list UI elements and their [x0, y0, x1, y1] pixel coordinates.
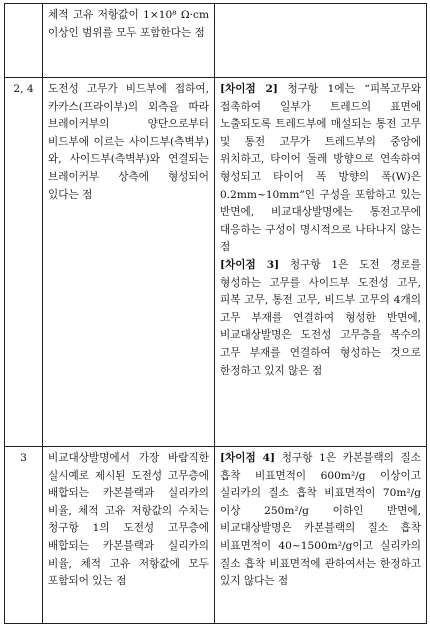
row-number-cell: 2, 4 [5, 78, 43, 447]
difference-paragraph [220, 450, 421, 591]
row-number-cell [5, 4, 43, 78]
similarity-cell: 체적 고유 저항값이 1×10⁸ Ω·cm 이상인 범위를 모두 포함한다는 점 [43, 4, 215, 78]
similarity-cell: 비교대상발명에서 가장 바람직한 실시예로 제시된 도전성 고무층에 배합되는 카본블랙과 실리카의 비율, 체적 고유 저항값의 수치는 청구항 1의 도전성 고무층에 배합되는 카본블랙과 실리카의 비율, 체적 고유 저항값에 모두 포함되어 있는 점 [43, 447, 215, 624]
difference-paragraph [220, 257, 421, 380]
table-row [5, 4, 427, 78]
difference-cell [215, 447, 427, 624]
difference-text: 청구항 1은 카본블랙의 질소 흡착 비표면적이 600m²/g 이상이고 실리카의 질소 흡착 비표면적이 70m²/g 이상 250m²/g 이하인 반면에, 비교대상발명은 카본블랙의 질소 흡착 비표면적이 40~1500m²/g이고 실리카의 질소 흡착 비표면적에 관하여서는 한정하고 있지 않다는 점 [220, 452, 421, 588]
difference-label: [차이점 3] [220, 258, 280, 271]
comparison-table [4, 3, 427, 624]
similarity-cell: 도전성 고무가 비드부에 접하여, 카카스(프라이부)의 외측을 따라 브레이커부의 양단으로부터 비드부에 이르는 사이드부(측벽부)와, 사이드부(측벽부)와 연결되는 브레이커부 상측에 형성되어 있다는 점 [43, 78, 215, 447]
table-row [5, 78, 427, 447]
table-row [5, 447, 427, 624]
difference-label: [차이점 4] [220, 452, 276, 464]
difference-paragraph [220, 81, 421, 257]
difference-cell [215, 4, 427, 78]
difference-cell [215, 78, 427, 447]
difference-label: [차이점 2] [220, 83, 278, 95]
row-number-cell: 3 [5, 447, 43, 624]
difference-text: 청구항 1은 도전 경로를 형성하는 고무를 사이드부 도전성 고무, 피복 고무, 통전 고무, 비드부 고무의 4개의 고무 부재를 연결하여 형성한 반면에, 비교대상발명은 도전성 고무층을 복수의 고무 부재를 연결하여 형성하는 것으로 한정하고 있지 않은 점 [220, 258, 421, 377]
difference-text: 청구항 1에는 “피복고무와 접촉하여 일부가 트레드의 표면에 노출되도록 트레드부에 매설되는 통전 고무 및 통전 고무가 트레드부의 중앙에 위치하고, 타이어 둘레 방향으로 연속하여 형성되고 타이어 폭 방향의 폭(W)은 0.2mm~10mm”인 구성을 포함하고 있는 반면에, 비교대상발명에는 통전고무에 대응하는 구성이 명시적으로 나타나지 않는 점 [220, 83, 421, 254]
